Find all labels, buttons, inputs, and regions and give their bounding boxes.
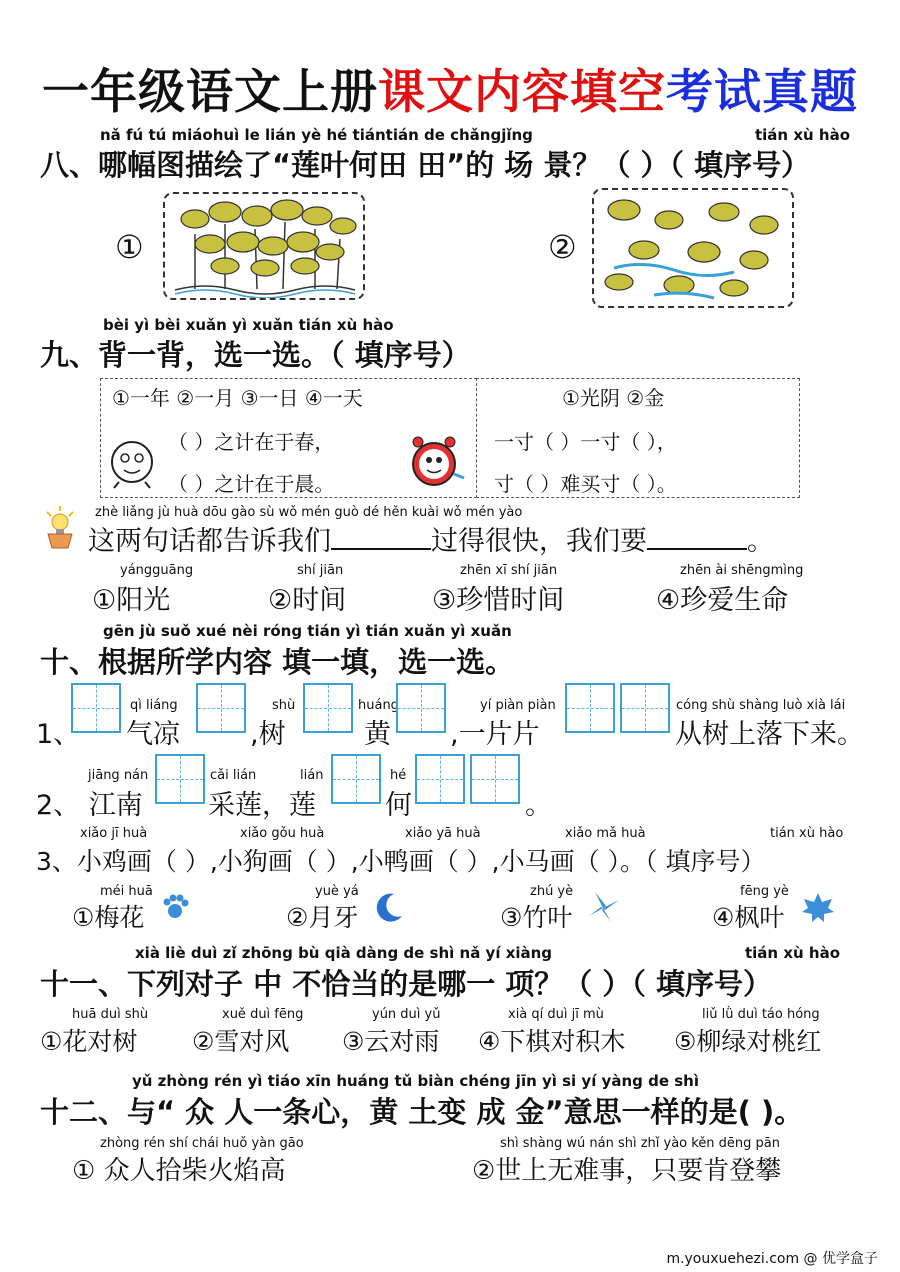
- q10-l1-part-1: 气凉: [126, 719, 180, 750]
- tian-box[interactable]: [620, 683, 670, 733]
- q10-pinyin: gēn jù suǒ xué nèi róng tián yì tián xuǎn yì xuǎn: [103, 622, 512, 640]
- q9-choice-pinyin-4: zhēn ài shēngmìng: [680, 563, 804, 578]
- q10-l3-py-3: xiǎo yā huà: [405, 826, 481, 841]
- title-part-2: 课文内容填空: [378, 65, 666, 120]
- q10-l1-part-4: ,一片片: [450, 719, 540, 750]
- q10-l2-py-1: jiāng nán: [88, 768, 149, 783]
- q10-l2-py-4: hé: [390, 768, 407, 783]
- tian-box[interactable]: [565, 683, 615, 733]
- tian-box[interactable]: [331, 754, 381, 804]
- q9-pinyin: bèi yì bèi xuǎn yì xuǎn tián xù hào: [103, 316, 394, 334]
- q10-opt-1[interactable]: ①梅花: [72, 903, 145, 932]
- bamboo-leaf-icon: [585, 890, 621, 928]
- tian-box[interactable]: [196, 683, 246, 733]
- q10-l1-py-1: qì liáng: [130, 698, 178, 713]
- q10-l3-py-1: xiǎo jī huà: [80, 826, 148, 841]
- q8-label-2: ②: [548, 228, 577, 266]
- q11-pinyin: xià liè duì zǐ zhōng bù qià dàng de shì nǎ yí xiàng: [135, 944, 553, 962]
- q11-opt-py-4: xià qí duì jī mù: [508, 1007, 604, 1022]
- q9-left-line-1: （ ）之计在于春，: [168, 430, 335, 454]
- q10-l1-prefix: 1、: [36, 719, 81, 750]
- q10-l1-part-5: 从树上落下来。: [675, 719, 864, 750]
- q9-left-line-2: （ ）之计在于晨。: [168, 472, 335, 496]
- page-title: [0, 55, 900, 122]
- q9-right-line-2: 寸（ ）难买寸（ ）。: [494, 472, 677, 496]
- lotus-pond-illustration-2: [594, 190, 792, 306]
- q11-opt-py-5: liǔ lǜ duì táo hóng: [702, 1007, 820, 1022]
- q11-opt-py-1: huā duì shù: [72, 1007, 149, 1022]
- q9-right-line-1: 一寸（ ）一寸（ ），: [494, 430, 677, 454]
- q9-blank-1[interactable]: [331, 538, 431, 550]
- q10-opt-3[interactable]: ③竹叶: [500, 903, 573, 932]
- q8-pinyin-right: tián xù hào: [755, 126, 851, 144]
- q12-opt-py-2: shì shàng wú nán shì zhǐ yào kěn dēng pān: [500, 1136, 781, 1151]
- alarm-clock-character-icon: [404, 430, 466, 498]
- q10-l3-py-4: xiǎo mǎ huà: [565, 826, 646, 841]
- q9-sub-text-1: 这两句话都告诉我们: [88, 526, 331, 557]
- q11-opt-3[interactable]: ③云对雨: [342, 1027, 440, 1056]
- paw-print-icon: [160, 892, 190, 926]
- q9-choice-pinyin-2: shí jiān: [297, 563, 344, 578]
- tian-box[interactable]: [396, 683, 446, 733]
- q11-pinyin-right: tián xù hào: [745, 944, 841, 962]
- lotus-pond-illustration-1: [165, 194, 363, 298]
- tian-box[interactable]: [155, 754, 205, 804]
- tian-box[interactable]: [71, 683, 121, 733]
- q11-opt-py-2: xuě duì fēng: [222, 1007, 304, 1022]
- footer-watermark: m.youxuehezi.com @ 优学盒子: [666, 1251, 878, 1267]
- q8-label-1: ①: [115, 228, 144, 266]
- q9-blank-2[interactable]: [647, 538, 747, 550]
- q10-l1-py-3: huáng: [358, 698, 399, 713]
- q9-right-options: ①光阴 ②金: [562, 386, 665, 410]
- q9-choice-2[interactable]: ②时间: [268, 585, 347, 616]
- q9-choice-pinyin-1: yángguāng: [120, 563, 194, 578]
- maple-leaf-icon: [800, 890, 836, 930]
- lotus-image-2[interactable]: [592, 188, 794, 308]
- q10-l3-py-2: xiǎo gǒu huà: [240, 826, 325, 841]
- q12-opt-2[interactable]: ②世上无难事，只要肯登攀: [472, 1156, 782, 1186]
- q9-sub-pinyin: zhè liǎng jù huà dōu gào sù wǒ mén guò dé hěn kuài wǒ mén yào: [95, 505, 523, 520]
- tian-box[interactable]: [470, 754, 520, 804]
- q10-question: 十、根据所学内容 填一填，选一选。: [40, 645, 515, 679]
- q10-l2-py-3: lián: [300, 768, 324, 783]
- lightbulb-icon: [42, 504, 78, 554]
- q10-l2-py-2: cǎi lián: [210, 768, 257, 783]
- clock-character-icon: [104, 430, 162, 494]
- q12-question: 十二、与“ 众 人一条心，黄 土变 成 金”意思一样的是( )。: [40, 1095, 804, 1129]
- lotus-image-1[interactable]: [163, 192, 365, 300]
- q8-question: 八、哪幅图描绘了“莲叶何田 田”的 场 景？（ ）（ 填序号）: [40, 148, 811, 182]
- q10-l2-part-1: 采莲，莲: [208, 790, 316, 821]
- q9-left-options: ①一年 ②一月 ③一日 ④一天: [112, 386, 363, 410]
- crescent-moon-icon: [372, 890, 406, 928]
- q10-l3-text: 3、小鸡画（ ）,小狗画（ ）,小鸭画（ ）,小马画（ ）。（ 填序号）: [36, 847, 766, 876]
- q9-choice-4[interactable]: ④珍爱生命: [656, 585, 789, 616]
- q10-l2-part-3: 。: [525, 790, 552, 821]
- q11-opt-1[interactable]: ①花对树: [40, 1027, 138, 1056]
- q11-opt-5[interactable]: ⑤柳绿对桃红: [674, 1027, 822, 1056]
- q10-l2-prefix: 2、 江南: [36, 790, 143, 821]
- q10-l1-part-2: ,树: [250, 719, 286, 750]
- q10-opt-py-4: fēng yè: [740, 884, 789, 899]
- q11-opt-py-3: yún duì yǔ: [372, 1007, 441, 1022]
- q9-sub-question: [88, 519, 774, 558]
- q10-l1-py-5: cóng shù shàng luò xià lái: [676, 698, 846, 713]
- q9-sub-text-3: 。: [747, 526, 774, 557]
- q10-opt-4[interactable]: ④枫叶: [712, 903, 785, 932]
- q9-sub-text-2: 过得很快，我们要: [431, 526, 647, 557]
- q12-opt-1[interactable]: ① 众人拾柴火焰高: [72, 1156, 286, 1186]
- tian-box[interactable]: [303, 683, 353, 733]
- q10-l1-py-4: yí piàn piàn: [480, 698, 556, 713]
- q10-opt-py-2: yuè yá: [315, 884, 359, 899]
- q10-opt-py-1: méi huā: [100, 884, 153, 899]
- q9-choice-1[interactable]: ①阳光: [92, 585, 171, 616]
- q10-opt-py-3: zhú yè: [530, 884, 574, 899]
- q12-pinyin: yǔ zhòng rén yì tiáo xīn huáng tǔ biàn chéng jīn yì si yí yàng de shì: [132, 1072, 699, 1090]
- q11-opt-2[interactable]: ②雪对风: [192, 1027, 290, 1056]
- q8-pinyin: nǎ fú tú miáohuì le lián yè hé tiántián de chǎngjǐng: [100, 126, 533, 144]
- q10-l1-part-3: 黄: [364, 719, 391, 750]
- q10-l3-py-5: tián xù hào: [770, 826, 844, 841]
- q11-opt-4[interactable]: ④下棋对积木: [478, 1027, 626, 1056]
- q12-opt-py-1: zhòng rén shí chái huǒ yàn gāo: [100, 1136, 304, 1151]
- q9-choice-pinyin-3: zhēn xī shí jiān: [460, 563, 558, 578]
- title-part-3: 考试真题: [666, 65, 858, 120]
- tian-box[interactable]: [415, 754, 465, 804]
- title-part-1: 一年级语文上册: [42, 65, 378, 120]
- q10-opt-2[interactable]: ②月牙: [286, 903, 359, 932]
- q10-l1-py-2: shù: [272, 698, 296, 713]
- q10-l2-part-2: 何: [385, 790, 412, 821]
- q9-question: 九、背一背，选一选。（ 填序号）: [40, 338, 471, 372]
- q11-question: 十一、下列对子 中 不恰当的是哪一 项？（ ）（ 填序号）: [40, 967, 772, 1001]
- q9-choice-3[interactable]: ③珍惜时间: [432, 585, 565, 616]
